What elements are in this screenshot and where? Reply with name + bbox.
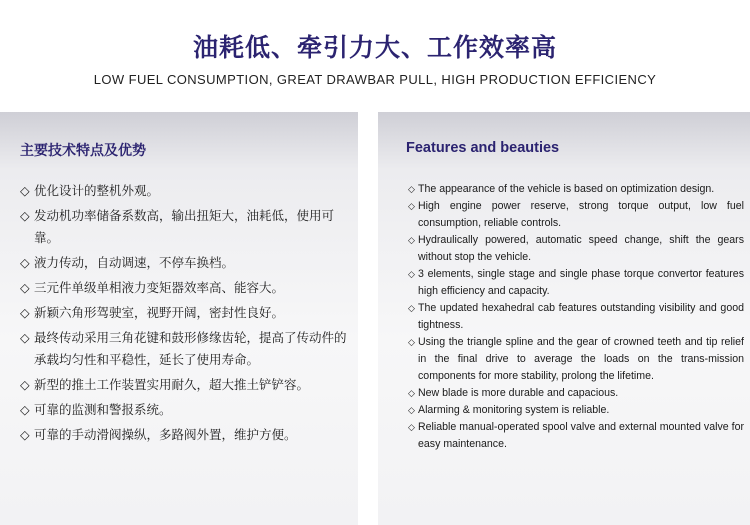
feature-list-chinese — [20, 180, 352, 449]
page-title-chinese: 油耗低、牵引力大、工作效率高 — [192, 33, 557, 62]
feature-list-english — [408, 181, 744, 453]
diamond-bullet-icon: ◇ — [408, 269, 415, 279]
list-item: ◇ 最终传动采用三角花键和鼓形修缘齿轮，提高了传动件的承载均匀性和平稳性，延长了使用寿命。 — [20, 327, 352, 371]
list-item: ◇ 三元件单级单相液力变矩器效率高、能容大。 — [20, 277, 352, 299]
diamond-bullet-icon: ◇ — [408, 184, 415, 194]
panel-heading-chinese: 主要技术特点及优势 — [20, 143, 146, 159]
list-item: ◇ Alarming & monitoring system is reliable. — [408, 402, 744, 419]
list-item: ◇ High engine power reserve, strong torque output, low fuel consumption, reliable controls. — [408, 200, 744, 229]
list-item: ◇ 可靠的监测和警报系统。 — [20, 399, 352, 421]
list-item: ◇ The updated hexahedral cab features outstanding visibility and good tightness. — [408, 302, 744, 331]
diamond-bullet-icon: ◇ — [408, 388, 415, 398]
diamond-bullet-icon: ◇ — [408, 337, 415, 347]
list-item: ◇ Reliable manual-operated spool valve and external mounted valve for easy maintenance. — [408, 421, 744, 450]
diamond-bullet-icon: ◇ — [20, 255, 30, 270]
list-item: ◇ 3 elements, single stage and single phase torque convertor features high efficiency and capacity. — [408, 268, 744, 297]
features-panel-english — [378, 112, 750, 525]
features-panel-chinese — [0, 112, 358, 525]
diamond-bullet-icon: ◇ — [408, 201, 415, 211]
diamond-bullet-icon: ◇ — [20, 330, 30, 345]
diamond-bullet-icon: ◇ — [20, 280, 30, 295]
list-item: ◇ Using the triangle spline and the gear of crowned teeth and tip relief in the final drive to average the loads on the trans-mission components for more stability, prolong the lifetime. — [408, 336, 744, 382]
diamond-bullet-icon: ◇ — [408, 303, 415, 313]
diamond-bullet-icon: ◇ — [20, 305, 30, 320]
diamond-bullet-icon: ◇ — [408, 235, 415, 245]
list-item: ◇ The appearance of the vehicle is based on optimization design. — [408, 181, 744, 198]
list-item: ◇ 可靠的手动滑阀操纵，多路阀外置，维护方便。 — [20, 424, 352, 446]
diamond-bullet-icon: ◇ — [20, 402, 30, 417]
list-item: ◇ 新颖六角形驾驶室，视野开阔，密封性良好。 — [20, 302, 352, 324]
page-title-english: LOW FUEL CONSUMPTION, GREAT DRAWBAR PULL, HIGH PRODUCTION EFFICIENCY — [93, 72, 657, 87]
diamond-bullet-icon: ◇ — [20, 183, 30, 198]
list-item: ◇ Hydraulically powered, automatic speed change, shift the gears without stop the vehicle. — [408, 234, 744, 263]
diamond-bullet-icon: ◇ — [408, 405, 415, 415]
diamond-bullet-icon: ◇ — [20, 377, 30, 392]
panel-heading-english: Features and beauties — [406, 140, 560, 156]
list-item: ◇ New blade is more durable and capacious. — [408, 385, 744, 402]
diamond-bullet-icon: ◇ — [408, 422, 415, 432]
list-item: ◇ 发动机功率储备系数高，输出扭矩大，油耗低，使用可靠。 — [20, 205, 352, 249]
list-item: ◇ 优化设计的整机外观。 — [20, 180, 352, 202]
diamond-bullet-icon: ◇ — [20, 427, 30, 442]
diamond-bullet-icon: ◇ — [20, 208, 30, 223]
list-item: ◇ 新型的推土工作装置实用耐久，超大推土铲铲容。 — [20, 374, 352, 396]
list-item: ◇ 液力传动，自动调速，不停车换档。 — [20, 252, 352, 274]
